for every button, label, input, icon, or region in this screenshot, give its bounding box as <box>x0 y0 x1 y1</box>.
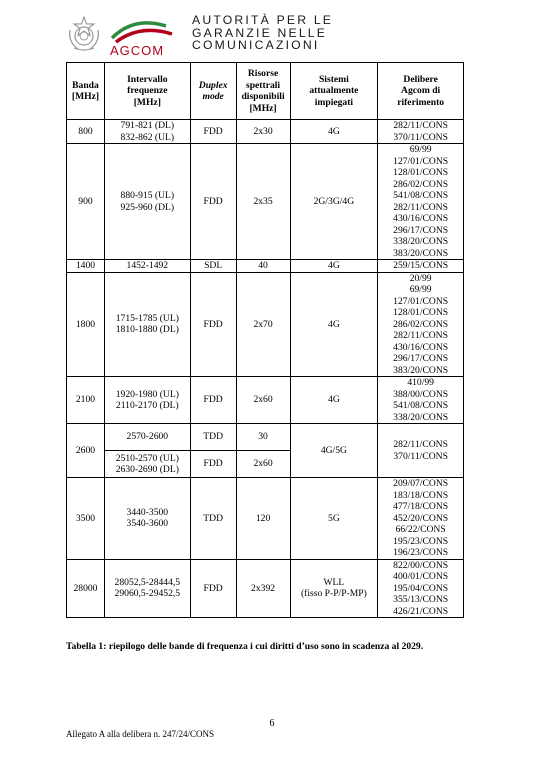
interval-cell: 880-915 (UL) 925-960 (DL) <box>104 144 190 260</box>
interval-cell: 1452-1492 <box>104 260 190 273</box>
interval-cell: 2570-2600 <box>104 424 190 451</box>
resources-cell: 120 <box>236 478 290 560</box>
resources-cell: 2x35 <box>236 144 290 260</box>
band-cell: 900 <box>67 144 105 260</box>
duplex-cell: FDD <box>190 144 236 260</box>
delibere-cell: 282/11/CONS 370/11/CONS <box>378 424 464 478</box>
systems-cell: 5G <box>290 478 378 560</box>
table-caption: Tabella 1: riepilogo delle bande di frequenza i cui diritti d’uso sono in scadenza al 2029. <box>66 641 424 652</box>
table-row <box>67 559 464 618</box>
band-cell: 1800 <box>67 272 105 377</box>
systems-cell: 2G/3G/4G <box>290 144 378 260</box>
authority-line: AUTORITÀ PER LE <box>192 13 334 27</box>
resources-cell: 2x30 <box>236 120 290 144</box>
table-row <box>67 478 464 560</box>
delibere-cell: 259/15/CONS <box>378 260 464 273</box>
authority-name <box>192 14 333 52</box>
header-delibere: Delibere Agcom di riferimento <box>378 63 464 120</box>
table-row <box>67 260 464 273</box>
systems-cell: 4G <box>290 260 378 273</box>
systems-cell: 4G <box>290 377 378 424</box>
band-cell: 3500 <box>67 478 105 560</box>
page-number: 6 <box>269 718 275 729</box>
band-cell: 800 <box>67 120 105 144</box>
delibere-cell: 209/07/CONS 183/18/CONS 477/18/CONS 452/20/CONS 66/22/CONS 195/23/CONS 196/23/CONS <box>378 478 464 560</box>
header-intervallo: Intervallo frequenze [MHz] <box>104 63 190 120</box>
agcom-logo-text: AGCOM <box>110 43 165 58</box>
resources-cell: 2x70 <box>236 272 290 377</box>
delibere-cell: 282/11/CONS 370/11/CONS <box>378 120 464 144</box>
interval-cell: 791-821 (DL) 832-862 (UL) <box>104 120 190 144</box>
duplex-cell: TDD <box>190 424 236 451</box>
systems-cell: 4G/5G <box>290 424 378 478</box>
band-cell: 2600 <box>67 424 105 478</box>
republic-emblem-icon <box>66 14 102 52</box>
resources-cell: 2x60 <box>236 451 290 478</box>
delibere-cell: 20/99 69/99 127/01/CONS 128/01/CONS 286/02/CONS 282/11/CONS 430/16/CONS 296/17/CONS 383/20/CONS <box>378 272 464 377</box>
frequency-bands-table <box>66 62 464 618</box>
page-footer: Allegato A alla delibera n. 247/24/CONS <box>66 729 214 739</box>
resources-cell: 30 <box>236 424 290 451</box>
authority-line: GARANZIE NELLE <box>192 25 328 40</box>
table-row <box>67 424 464 451</box>
duplex-cell: FDD <box>190 272 236 377</box>
interval-cell: 1715-1785 (UL) 1810-1880 (DL) <box>104 272 190 377</box>
systems-cell: WLL (fisso P-P/P-MP) <box>290 559 378 618</box>
document-header <box>66 12 486 56</box>
resources-cell: 2x60 <box>236 377 290 424</box>
delibere-cell: 822/00/CONS 400/01/CONS 195/04/CONS 355/13/CONS 426/21/CONS <box>378 559 464 618</box>
delibere-cell: 69/99 127/01/CONS 128/01/CONS 286/02/CONS 541/08/CONS 282/11/CONS 430/16/CONS 296/17/CONS 338/20/CONS 383/20/CONS <box>378 144 464 260</box>
interval-cell: 28052,5-28444,5 29060,5-29452,5 <box>104 559 190 618</box>
table-header-row <box>67 63 464 120</box>
duplex-cell: FDD <box>190 451 236 478</box>
interval-cell: 1920-1980 (UL) 2110-2170 (DL) <box>104 377 190 424</box>
header-duplex: Duplex mode <box>190 63 236 120</box>
header-risorse: Risorse spettrali disponibili [MHz] <box>236 63 290 120</box>
resources-cell: 40 <box>236 260 290 273</box>
duplex-cell: FDD <box>190 120 236 144</box>
band-cell: 2100 <box>67 377 105 424</box>
delibere-cell: 410/99 388/00/CONS 541/08/CONS 338/20/CONS <box>378 377 464 424</box>
systems-cell: 4G <box>290 272 378 377</box>
interval-cell: 3440-3500 3540-3600 <box>104 478 190 560</box>
resources-cell: 2x392 <box>236 559 290 618</box>
duplex-cell: FDD <box>190 377 236 424</box>
duplex-cell: SDL <box>190 260 236 273</box>
band-cell: 28000 <box>67 559 105 618</box>
table-row <box>67 144 464 260</box>
authority-line: COMUNICAZIONI <box>192 38 320 53</box>
band-cell: 1400 <box>67 260 105 273</box>
header-banda: Banda [MHz] <box>67 63 105 120</box>
systems-cell: 4G <box>290 120 378 144</box>
table-row <box>67 120 464 144</box>
interval-cell: 2510-2570 (UL) 2630-2690 (DL) <box>104 451 190 478</box>
header-sistemi: Sistemi attualmente impiegati <box>290 63 378 120</box>
table-row <box>67 377 464 424</box>
table-row <box>67 272 464 377</box>
duplex-cell: TDD <box>190 478 236 560</box>
duplex-cell: FDD <box>190 559 236 618</box>
